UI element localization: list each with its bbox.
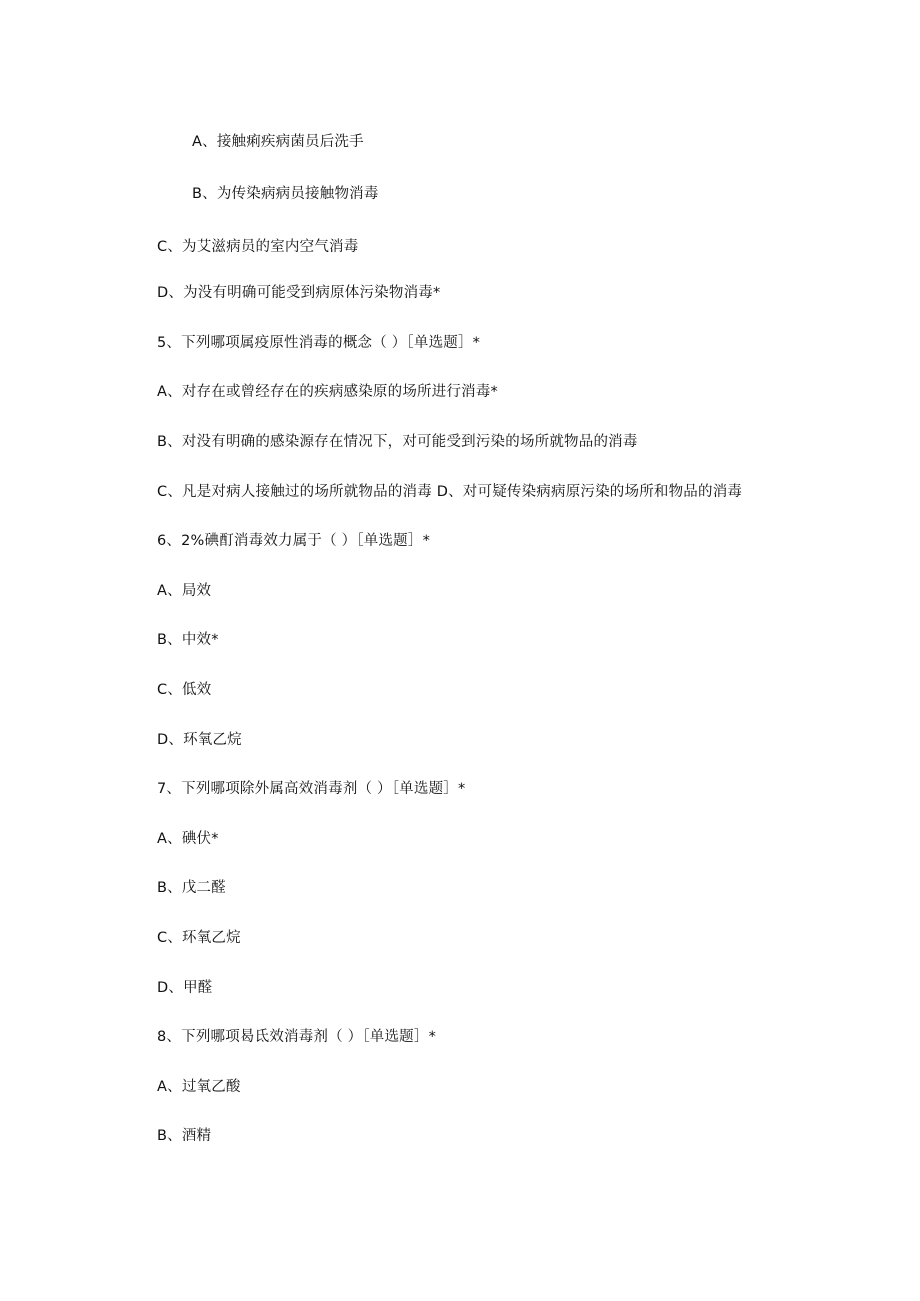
question-line: 5、下列哪项属疫原性消毒的概念（ ）［单选题］* xyxy=(157,335,481,351)
option-line: B、为传染病病员接触物消毒 xyxy=(192,186,379,202)
option-line: A、接触痢疾病菌员后洗手 xyxy=(192,134,364,150)
question-line: 6、2%碘酊消毒效力属于（ ）［单选题］* xyxy=(157,533,431,549)
option-line: D、为没有明确可能受到病原体污染物消毒* xyxy=(157,285,441,301)
option-line: D、环氧乙烷 xyxy=(157,732,242,748)
option-line: C、凡是对病人接触过的场所就物品的消毒 D、对可疑传染病病原污染的场所和物品的消毒 xyxy=(157,484,743,500)
option-line: B、对没有明确的感染源存在情况下，对可能受到污染的场所就物品的消毒 xyxy=(157,434,638,450)
question-line: 7、下列哪项除外属高效消毒剂（ ）［单选题］* xyxy=(157,781,466,797)
option-line: A、过氧乙酸 xyxy=(157,1079,241,1095)
option-line: B、中效* xyxy=(157,632,219,648)
option-line: B、酒精 xyxy=(157,1128,212,1144)
option-line: A、对存在或曾经存在的疾病感染原的场所进行消毒* xyxy=(157,384,498,400)
option-line: A、碘伏* xyxy=(157,831,219,847)
option-line: C、为艾滋病员的室内空气消毒 xyxy=(157,239,359,255)
option-line: A、局效 xyxy=(157,583,212,599)
option-line: D、甲醛 xyxy=(157,980,213,996)
option-line: B、戊二醛 xyxy=(157,880,226,896)
option-line: C、环氧乙烷 xyxy=(157,930,241,946)
option-line: C、低效 xyxy=(157,682,212,698)
question-line: 8、下列哪项曷氐效消毒剂（ ）［单选题］* xyxy=(157,1029,437,1045)
